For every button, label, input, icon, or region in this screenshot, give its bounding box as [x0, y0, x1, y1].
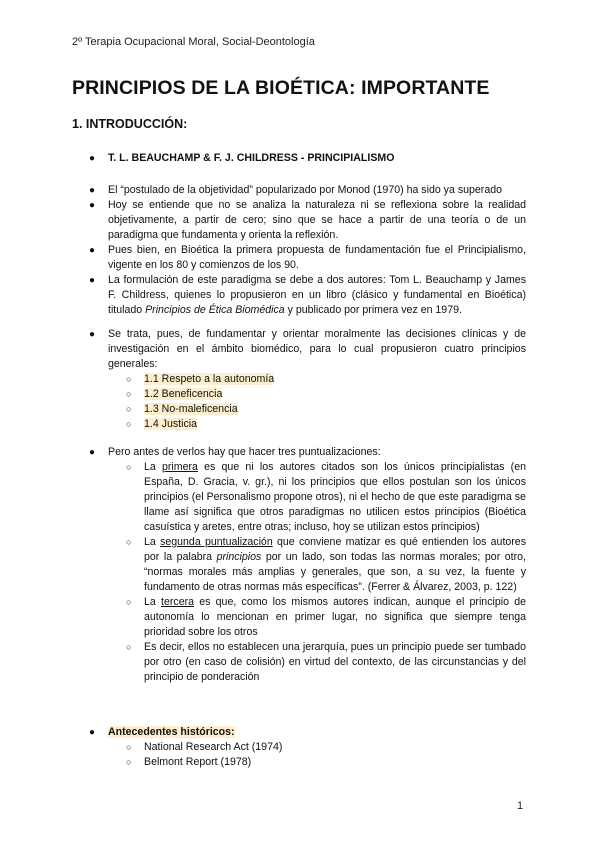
- circle-bullet-icon: ○: [126, 537, 132, 547]
- circle-bullet-icon: ○: [126, 742, 132, 752]
- antecedent-text: Belmont Report (1978): [144, 756, 252, 768]
- principle-text: 1.2 Beneficencia: [144, 388, 223, 400]
- circle-bullet-icon: ○: [126, 404, 132, 414]
- section-heading: 1. INTRODUCCIÓN:: [72, 117, 188, 131]
- list-item-text: El “postulado de la objetividad” popularizado por Monod (1970) ha sido ya superado: [108, 184, 502, 196]
- bullet-icon: ●: [89, 200, 96, 211]
- remark-text: es que, como los mismos autores indican, aunque el principio de autonomía lo mencionan en primer lugar, no significa que siempre tenga prioridad sobre los otros: [144, 596, 526, 638]
- remark-item: [126, 640, 526, 685]
- subtitle-text: T. L. BEAUCHAMP & F. J. CHILDRESS - PRINCIPIALISMO: [108, 152, 395, 164]
- bullet-icon: ●: [89, 329, 96, 340]
- remark-text: es que ni los autores citados son los únicos principialistas (en España, D. Gracia, v. gr.), ni los principios que ellos postulan son los únicos principios (el Personalismo propone otros), ni el hecho de que este paradigma se llame así significa que otros paradigmas no utilicen estos principios (Bioética casuística y aretes, entre otras; incluso, hoy se utilizan estos principios): [144, 461, 526, 533]
- list-item-text: Pero antes de verlos hay que hacer tres puntualizaciones:: [108, 446, 381, 458]
- bullet-icon: ●: [89, 447, 96, 458]
- antecedent-item: [126, 740, 526, 755]
- antecedent-text: National Research Act (1974): [144, 741, 283, 753]
- remark-text: La: [144, 536, 161, 548]
- remark-underlined: primera: [162, 461, 198, 473]
- list-item-text: Se trata, pues, de fundamentar y orientar moralmente las decisiones clínicas y de investigación en el ámbito biomédico, para lo cual propusieron cuatro principios generales:: [108, 328, 526, 370]
- circle-bullet-icon: ○: [126, 642, 132, 652]
- remark-text: La: [144, 461, 162, 473]
- circle-bullet-icon: ○: [126, 462, 132, 472]
- principle-text: 1.3 No-maleficencia: [144, 403, 238, 415]
- circle-bullet-icon: ○: [126, 419, 132, 429]
- book-title: Principios de Ética Biomédica: [145, 304, 285, 316]
- bullet-icon: ●: [89, 727, 96, 738]
- principles-block: [0, 327, 600, 432]
- remark-text: por un lado, son todas las normas morales; por otro, “normas morales más amplias y generales, que son, a su vez, la fuente y fundamento de otras normas más específicas”. (Ferrer & Álvarez, 2003, p. 122): [144, 551, 526, 593]
- list-item: [89, 327, 526, 372]
- page-number: 1: [517, 800, 524, 812]
- principle-item: [126, 387, 526, 402]
- bullet-icon: ●: [89, 153, 96, 164]
- list-item-text: Hoy se entiende que no se analiza la naturaleza ni se reflexiona sobre la realidad objetivamente, a partir de cero; sino que se hace a partir de una teoría o de un paradigma que fundamenta y orienta la reflexión.: [108, 199, 526, 241]
- intro-list: [0, 183, 600, 318]
- remark-item: [126, 535, 526, 595]
- page-header: 2º Terapia Ocupacional Moral, Social-Deontología: [72, 36, 315, 48]
- principle-item: [126, 372, 526, 387]
- list-item-text: y publicado por primera vez en 1979.: [284, 304, 462, 316]
- principle-text: 1.1 Respeto a la autonomía: [144, 373, 275, 385]
- list-item: [89, 445, 526, 460]
- subtitle-block: [0, 151, 600, 166]
- bullet-icon: ●: [89, 275, 96, 286]
- list-item-text: Pues bien, en Bioética la primera propuesta de fundamentación fue el Principialismo, vigente en los 80 y comienzos de los 90.: [108, 244, 526, 271]
- list-item-text: La formulación de este paradigma se debe a dos autores: Tom L. Beauchamp y James F. Childress, quienes lo propusieron en un libro (clásico y fundamental en Bioética) titulado: [108, 274, 526, 316]
- list-item: [89, 198, 526, 243]
- remark-item: [126, 460, 526, 535]
- principle-text: 1.4 Justicia: [144, 418, 197, 430]
- circle-bullet-icon: ○: [126, 374, 132, 384]
- circle-bullet-icon: ○: [126, 757, 132, 767]
- antecedents-label: Antecedentes históricos:: [108, 726, 235, 738]
- list-item: [89, 243, 526, 273]
- remark-underlined: segunda puntualización: [160, 536, 273, 548]
- remark-underlined: tercera: [161, 596, 195, 608]
- list-item: [89, 183, 526, 198]
- circle-bullet-icon: ○: [126, 389, 132, 399]
- circle-bullet-icon: ○: [126, 597, 132, 607]
- remarks-block: [0, 445, 600, 685]
- remark-text: que conviene matizar es qué entienden los autores por la palabra: [144, 536, 526, 563]
- page-title: PRINCIPIOS DE LA BIOÉTICA: IMPORTANTE: [72, 77, 490, 99]
- bullet-icon: ●: [89, 185, 96, 196]
- remark-text: Es decir, ellos no establecen una jerarquía, pues un principio puede ser tumbado por otro (en caso de colisión) en virtud del contexto, de las circunstancias y del principio de ponderación: [144, 641, 526, 683]
- principle-item: [126, 402, 526, 417]
- remark-item: [126, 595, 526, 640]
- list-item: [89, 273, 526, 318]
- remark-italic: principios: [216, 551, 262, 563]
- principle-item: [126, 417, 526, 432]
- list-item: [89, 151, 526, 166]
- bullet-icon: ●: [89, 245, 96, 256]
- antecedent-item: [126, 755, 526, 770]
- remark-text: La: [144, 596, 162, 608]
- list-item: [89, 725, 526, 740]
- antecedents-block: [0, 725, 600, 770]
